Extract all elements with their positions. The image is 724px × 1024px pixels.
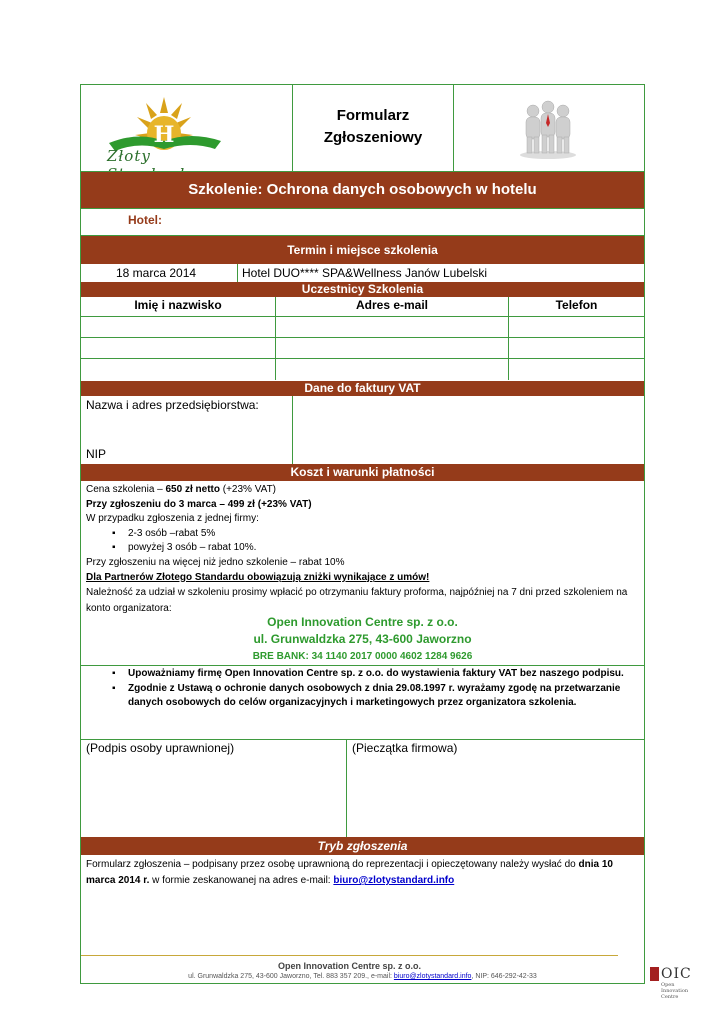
col-name-header: Imię i nazwisko (134, 298, 222, 312)
consent-list (86, 667, 626, 711)
footer-address-pre: ul. Grunwaldzka 275, 43-600 Jaworzno, Tel. 883 357 209., e-mail: (188, 973, 394, 980)
form-title (293, 105, 453, 149)
logo (99, 95, 229, 170)
email-link[interactable]: biuro@zlotystandard.info (333, 875, 455, 886)
participants-table (81, 297, 644, 381)
deadline: dnia 10 marca 2014 r. (86, 859, 613, 886)
stamp-field[interactable] (347, 740, 644, 837)
instructions-text2: w formie zeskanowanej na adres e-mail: (149, 875, 334, 886)
date-section-header: Termin i miejsce szkolenia (81, 236, 644, 264)
discount-list (86, 527, 639, 556)
consents (86, 667, 626, 711)
signature-field[interactable] (81, 740, 346, 837)
footer-email-link[interactable]: biuro@zlotystandard.info (393, 973, 472, 980)
transfer-note: Należność za udział w szkoleniu prosimy wpłacić po otrzymaniu faktury proforma, najpóźniej na 7 dni przed szkoleniem na konto organizatora: (86, 587, 628, 615)
company-name-field[interactable] (293, 396, 644, 464)
price-line (86, 483, 639, 498)
participant-name-field-3[interactable] (81, 359, 275, 380)
footer-company: Open Innovation Centre sp. z o.o. (277, 961, 421, 971)
bank-account: BRE BANK: 34 1140 2017 0000 4602 1284 9626 (252, 651, 473, 662)
col-phone-header: Telefon (555, 298, 598, 312)
training-banner: Szkolenie: Ochrona danych osobowych w hotelu (81, 172, 644, 208)
training-date: 18 marca 2014 (116, 266, 197, 280)
organizer-address: ul. Grunwaldzka 275, 43-600 Jaworzno (253, 632, 472, 646)
discount-item: ▪ powyżej 3 osób – rabat 10%. (86, 541, 639, 556)
early-price: Przy zgłoszeniu do 3 marca – 499 zł (+23% VAT) (86, 498, 312, 510)
participant-email-field-2[interactable] (276, 338, 508, 358)
partners-note: Dla Partnerów Złotego Standardu obowiązują zniżki wynikające z umów! (86, 571, 430, 583)
oic-line: Innovation (661, 988, 689, 994)
participant-phone-field-1[interactable] (509, 317, 644, 337)
price-value: 650 zł netto (165, 484, 220, 495)
participant-phone-field-2[interactable] (509, 338, 644, 358)
hotel-label: Hotel: (128, 213, 162, 227)
submission-instructions (86, 857, 639, 889)
col-email-header: Adres e-mail (355, 298, 429, 312)
payment-section-header: Koszt i warunki płatności (81, 464, 644, 481)
price-prefix: Cena szkolenia – (86, 484, 166, 495)
price-suffix: (+23% VAT) (219, 484, 277, 495)
participant-phone-field-3[interactable] (509, 359, 644, 380)
company-name-label: Nazwa i adres przedsiębiorstwa: (86, 398, 259, 412)
participants-section-header: Uczestnicy Szkolenia (81, 282, 644, 297)
form-title-line2: Zgłoszeniowy (323, 129, 423, 146)
oic-short: OIC (661, 966, 692, 982)
teamwork-image (513, 97, 583, 161)
footer-divider (81, 955, 618, 956)
footer-address-post: , NIP: 646-292-42-33 (471, 973, 537, 980)
form-page (80, 84, 645, 984)
nip-label: NIP (86, 447, 107, 461)
discount-item: ▪ 2-3 osób –rabat 5% (86, 527, 639, 542)
oic-square-icon (650, 967, 659, 981)
organizer-company: Open Innovation Centre sp. z o.o. (267, 615, 458, 629)
form-title-line1: Formularz (336, 107, 410, 124)
invoice-section-header: Dane do faktury VAT (81, 381, 644, 396)
consent-vat: ▪ Upoważniamy firmę Open Innovation Centre sp. z o.o. do wystawienia faktury VAT bez naszego podpisu. (86, 667, 626, 682)
instructions-text1: Formularz zgłoszenia – podpisany przez osobę uprawnioną do reprezentacji i opieczętowany należy wysłać do (86, 859, 579, 870)
participant-email-field-3[interactable] (276, 359, 508, 380)
footer-address (81, 973, 644, 980)
signature-label: (Podpis osoby uprawnionej) (86, 741, 235, 755)
group-intro: W przypadku zgłoszenia z jednej firmy: (86, 513, 259, 525)
oic-line: Open (661, 982, 675, 988)
participant-email-field-1[interactable] (276, 317, 508, 337)
participant-name-field-2[interactable] (81, 338, 275, 358)
logo-text: Złoty (107, 147, 151, 165)
logo-letter: H (153, 122, 175, 148)
training-place: Hotel DUO**** SPA&Wellness Janów Lubelski (242, 266, 487, 280)
stamp-label: (Pieczątka firmowa) (352, 741, 458, 755)
oic-logo (650, 966, 710, 1006)
participant-name-field-1[interactable] (81, 317, 275, 337)
payment-terms (86, 483, 639, 617)
people-group-icon (513, 97, 583, 161)
consent-data: ▪ Zgodnie z Ustawą o ochronie danych osobowych z dnia 29.08.1997 r. wyrażamy zgodę na przetwarzanie danych osobowych do celów organizacyjnych i marketingowych przez organizatora szkolenia. (86, 682, 626, 711)
oic-line: Centre (661, 994, 679, 1000)
multi-discount: Przy zgłoszeniu na więcej niż jedno szkolenie – rabat 10% (86, 556, 345, 568)
mode-section-header: Tryb zgłoszenia (81, 837, 644, 855)
